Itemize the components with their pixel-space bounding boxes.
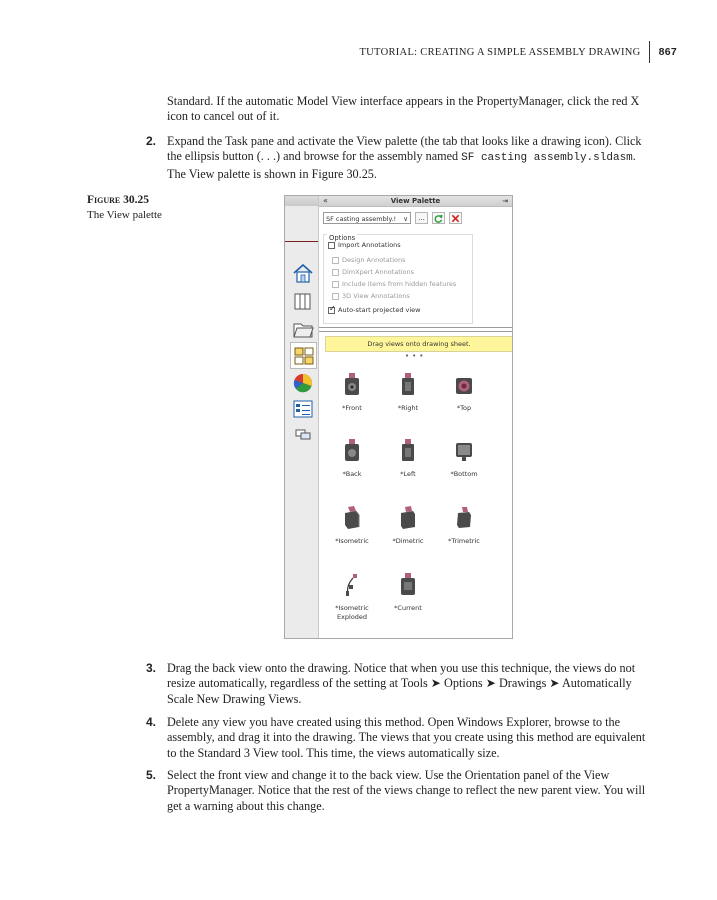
tab-strip-header <box>285 196 318 206</box>
exploded-thumbnail-icon <box>342 572 362 598</box>
part-thumbnail-icon <box>342 505 362 531</box>
refresh-icon <box>434 214 443 223</box>
view-label: *Dimetric <box>392 537 424 545</box>
figure-number: Figure 30.25 <box>87 194 150 206</box>
view-item-trimetric[interactable] <box>438 505 490 546</box>
figure-title: The View palette <box>87 209 162 221</box>
chevron-down-icon: ∨ <box>403 215 408 223</box>
view-label: *Bottom <box>450 470 478 478</box>
page-number: 867 <box>658 46 677 58</box>
filename-code: SF casting assembly.sldasm <box>461 152 633 165</box>
house-icon <box>292 262 314 284</box>
view-item-dimetric[interactable] <box>382 505 434 546</box>
refresh-button[interactable] <box>432 212 445 224</box>
step-text: . The View palette is shown in Figure 30.25. <box>167 149 636 181</box>
view-label: *Front <box>342 404 362 412</box>
tab-home[interactable] <box>290 260 315 285</box>
auto-start-projected-view-checkbox[interactable] <box>328 303 421 314</box>
view-item-right[interactable] <box>382 372 434 413</box>
checkbox-box <box>328 242 335 249</box>
view-palette-panel <box>319 196 512 638</box>
step-2 <box>146 134 655 182</box>
panel-title-bar <box>319 196 512 207</box>
header-title: TUTORIAL: CREATING A SIMPLE ASSEMBLY DRAWING <box>359 41 649 63</box>
checkbox-box <box>332 269 339 276</box>
checkbox-box <box>332 257 339 264</box>
checkbox-box <box>328 303 336 314</box>
part-thumbnail-icon <box>342 438 362 464</box>
step-text: Drag the back view onto the drawing. Notice that when you use this technique, the views do not resize automatically, regardless of the setting at Tools ➤ Options ➤ Drawings ➤ Automatically Scale New Drawing Views. <box>167 661 636 706</box>
tab-design-library[interactable] <box>290 288 315 313</box>
view-label: *Current <box>394 604 422 612</box>
assembly-select[interactable] <box>323 212 411 224</box>
view-item-current[interactable] <box>382 572 434 613</box>
figure-caption <box>87 193 162 223</box>
checkbox-label: Design Annotations <box>342 256 406 264</box>
forum-icon <box>294 426 312 444</box>
view-item-isometric-exploded[interactable] <box>326 572 378 622</box>
part-thumbnail-icon <box>398 438 418 464</box>
checkbox-label: Auto-start projected view <box>338 306 421 314</box>
tab-forum[interactable] <box>290 422 315 447</box>
view-item-left[interactable] <box>382 438 434 479</box>
view-label: *Back <box>342 470 362 478</box>
design-annotations-checkbox[interactable] <box>332 256 406 264</box>
checkbox-box <box>332 281 339 288</box>
running-header <box>359 42 677 62</box>
checkbox-label: Include items from hidden features <box>342 280 457 288</box>
browse-button[interactable]: ... <box>415 212 428 224</box>
part-thumbnail-icon <box>342 372 362 398</box>
options-group <box>323 234 473 324</box>
part-thumbnail-icon <box>398 505 418 531</box>
step-number: 4. <box>146 715 157 729</box>
options-legend: Options <box>329 234 356 242</box>
step-text: Select the front view and change it to the back view. Use the Orientation panel of the View PropertyManager. Notice that the rest of the views change to reflect the new parent view. You will get a warning about this change. <box>167 768 646 813</box>
clear-button[interactable] <box>449 212 462 224</box>
drag-hint-banner: Drag views onto drawing sheet. <box>325 336 513 352</box>
view-palette-screenshot <box>284 195 513 639</box>
pin-icon[interactable]: ⇥ <box>502 197 508 205</box>
view-item-bottom[interactable] <box>438 438 490 479</box>
view-label: *Isometric Exploded <box>335 604 369 621</box>
tab-appearances[interactable] <box>290 370 315 395</box>
view-label: *Right <box>397 404 419 412</box>
task-pane-tabs <box>285 196 319 638</box>
checkbox-label: 3D View Annotations <box>342 292 410 300</box>
view-palette-icon <box>293 345 315 367</box>
tab-view-palette[interactable] <box>290 342 317 369</box>
step-number: 2. <box>146 134 157 148</box>
part-thumbnail-icon <box>454 438 474 464</box>
step-number: 3. <box>146 661 157 675</box>
step-text: Expand the Task pane and activate the View palette (the tab that looks like a drawing icon). Click the ellipsis button (. . .) and browse for the assembly named <box>167 134 642 164</box>
view-label: *Isometric <box>335 537 369 545</box>
view-label: *Left <box>400 470 416 478</box>
view-item-back[interactable] <box>326 438 378 479</box>
view-item-isometric[interactable] <box>326 505 378 546</box>
collapse-icon[interactable]: « <box>323 196 328 205</box>
checkbox-label: Import Annotations <box>338 241 401 249</box>
grip-dots: ••• <box>405 352 427 360</box>
panel-title: View Palette <box>390 197 441 205</box>
tab-custom-properties[interactable] <box>290 396 315 421</box>
step-5 <box>146 768 655 814</box>
checkbox-box <box>332 293 339 300</box>
dimxpert-annotations-checkbox[interactable] <box>332 268 414 276</box>
intro-paragraph: Standard. If the automatic Model View interface appears in the PropertyManager, click the red X icon to cancel out of it. <box>167 94 640 124</box>
checkbox-label: DimXpert Annotations <box>342 268 415 276</box>
part-thumbnail-icon <box>454 505 474 531</box>
assembly-select-value: SF casting assembly.! <box>326 215 397 223</box>
view-label: *Trimetric <box>448 537 480 545</box>
checkmark-icon: ✓ <box>329 303 336 313</box>
step-4 <box>146 715 655 761</box>
splitter-bar[interactable] <box>319 327 512 332</box>
view-label: *Top <box>456 404 472 412</box>
tab-file-explorer[interactable] <box>290 316 315 341</box>
import-annotations-checkbox[interactable] <box>328 241 401 249</box>
part-thumbnail-icon <box>454 372 474 398</box>
folder-icon <box>292 318 314 340</box>
part-thumbnail-icon <box>398 572 418 598</box>
step-3 <box>146 661 655 707</box>
books-icon <box>292 290 314 312</box>
close-icon <box>451 214 460 223</box>
step-text: Delete any view you have created using this method. Open Windows Explorer, browse to the assembly, and drag it into the drawing. The views that you create using this method are equivalent to the Standard 3 View tool. This time, the views automatically size. <box>167 715 646 760</box>
step-number: 5. <box>146 768 157 782</box>
part-thumbnail-icon <box>398 372 418 398</box>
view-item-front[interactable] <box>326 372 378 413</box>
appearances-icon <box>292 372 314 394</box>
view-item-top[interactable] <box>438 372 490 413</box>
custom-properties-icon <box>292 398 314 420</box>
hidden-features-checkbox[interactable] <box>332 280 456 288</box>
3d-view-annotations-checkbox[interactable] <box>332 292 410 300</box>
tab-divider <box>285 241 318 242</box>
